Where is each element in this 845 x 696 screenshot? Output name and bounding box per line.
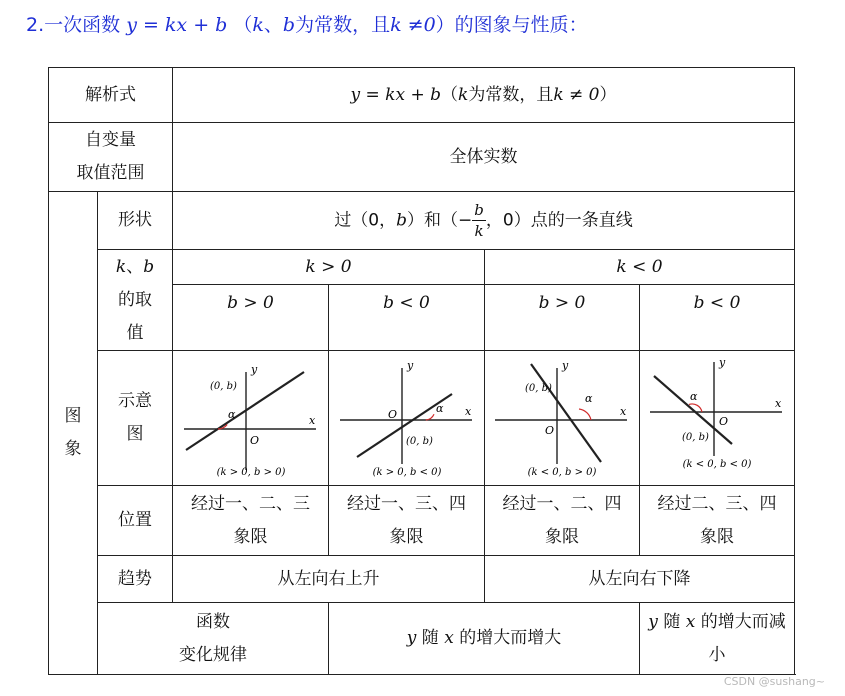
axis-x-label: x — [775, 397, 782, 410]
graph-k-pos-b-neg — [332, 354, 482, 482]
origin-label: O — [387, 408, 397, 421]
row-expression — [49, 68, 795, 123]
graph-cell-3 — [485, 351, 640, 486]
fraction-b-over-k: $\frac{b}{k}$ — [474, 201, 484, 240]
label-kb: k、b 的取 值 — [98, 250, 173, 351]
section-title: 2.一次函数 y = kx + b （k、b为常数，且k ≠0）的图象与性质： — [26, 14, 588, 36]
intercept-label: (0, b) — [682, 432, 709, 443]
case-b-1: b > 0 — [173, 285, 329, 351]
row-trend — [49, 556, 795, 603]
label-position: 位置 — [98, 486, 173, 556]
axis-x-label: x — [308, 414, 315, 427]
label-expression: 解析式 — [49, 68, 173, 123]
label-domain: 自变量 取值范围 — [49, 123, 173, 192]
watermark: CSDN @sushang~ — [723, 675, 825, 688]
angle-label: α — [435, 402, 443, 415]
graph-k-pos-b-pos — [176, 354, 326, 482]
axis-x-label: x — [620, 405, 627, 418]
change-increasing: y 随 x 的增大而增大 — [329, 603, 640, 675]
case-b-3: b > 0 — [485, 285, 640, 351]
row-change — [49, 603, 795, 675]
trend-up: 从左向右上升 — [173, 556, 485, 603]
label-graph: 图 象 — [49, 192, 98, 675]
graph-cell-4 — [640, 351, 795, 486]
function-line — [186, 372, 304, 450]
domain-value: 全体实数 — [173, 123, 795, 192]
origin-label: O — [249, 434, 259, 447]
k-positive-header: k > 0 — [173, 250, 485, 285]
row-k-sign — [49, 250, 795, 285]
function-line — [531, 364, 601, 462]
graph-caption: (k < 0, b < 0) — [682, 459, 752, 470]
axis-y-label: y — [719, 356, 726, 369]
label-shape: 形状 — [98, 192, 173, 250]
label-diagram: 示意 图 — [98, 351, 173, 486]
position-1: 经过一、二、三 象限 — [173, 486, 329, 556]
k-negative-header: k < 0 — [485, 250, 795, 285]
angle-label: α — [227, 408, 235, 421]
position-2: 经过一、三、四 象限 — [329, 486, 485, 556]
angle-arc — [425, 414, 433, 420]
change-decreasing: y 随 x 的增大而减小 — [640, 603, 795, 675]
axis-y-label: y — [562, 359, 569, 372]
angle-label: α — [585, 392, 593, 405]
row-domain — [49, 123, 795, 192]
label-change: 函数 变化规律 — [98, 603, 329, 675]
linear-function-table — [48, 67, 795, 675]
trend-down: 从左向右下降 — [485, 556, 795, 603]
case-b-2: b < 0 — [329, 285, 485, 351]
graph-k-neg-b-neg — [642, 354, 792, 482]
case-b-4: b < 0 — [640, 285, 795, 351]
origin-label: O — [545, 424, 555, 437]
graph-cell-1 — [173, 351, 329, 486]
row-diagram — [49, 351, 795, 486]
intercept-label: (0, b) — [209, 381, 237, 392]
shape-value: 过（0，b）和（− $\frac{b}{k}$ ，0）点的一条直线 — [173, 192, 795, 250]
label-trend: 趋势 — [98, 556, 173, 603]
intercept-label: (0, b) — [405, 436, 433, 447]
graph-k-neg-b-pos — [487, 354, 637, 482]
axis-y-label: y — [250, 363, 257, 376]
angle-arc — [579, 409, 591, 420]
position-3: 经过一、二、四 象限 — [485, 486, 640, 556]
angle-label: α — [690, 390, 698, 403]
row-position — [49, 486, 795, 556]
intercept-label: (0, b) — [525, 383, 552, 394]
position-4: 经过二、三、四 象限 — [640, 486, 795, 556]
graph-cell-2 — [329, 351, 485, 486]
graph-caption: (k < 0, b > 0) — [527, 467, 597, 478]
axis-y-label: y — [406, 359, 413, 372]
origin-label: O — [719, 415, 729, 428]
expression-value: y = kx + b（k为常数，且k ≠ 0） — [173, 68, 795, 123]
graph-caption: (k > 0, b < 0) — [372, 467, 441, 478]
graph-caption: (k > 0, b > 0) — [216, 467, 285, 478]
axis-x-label: x — [464, 405, 471, 418]
row-shape — [49, 192, 795, 250]
